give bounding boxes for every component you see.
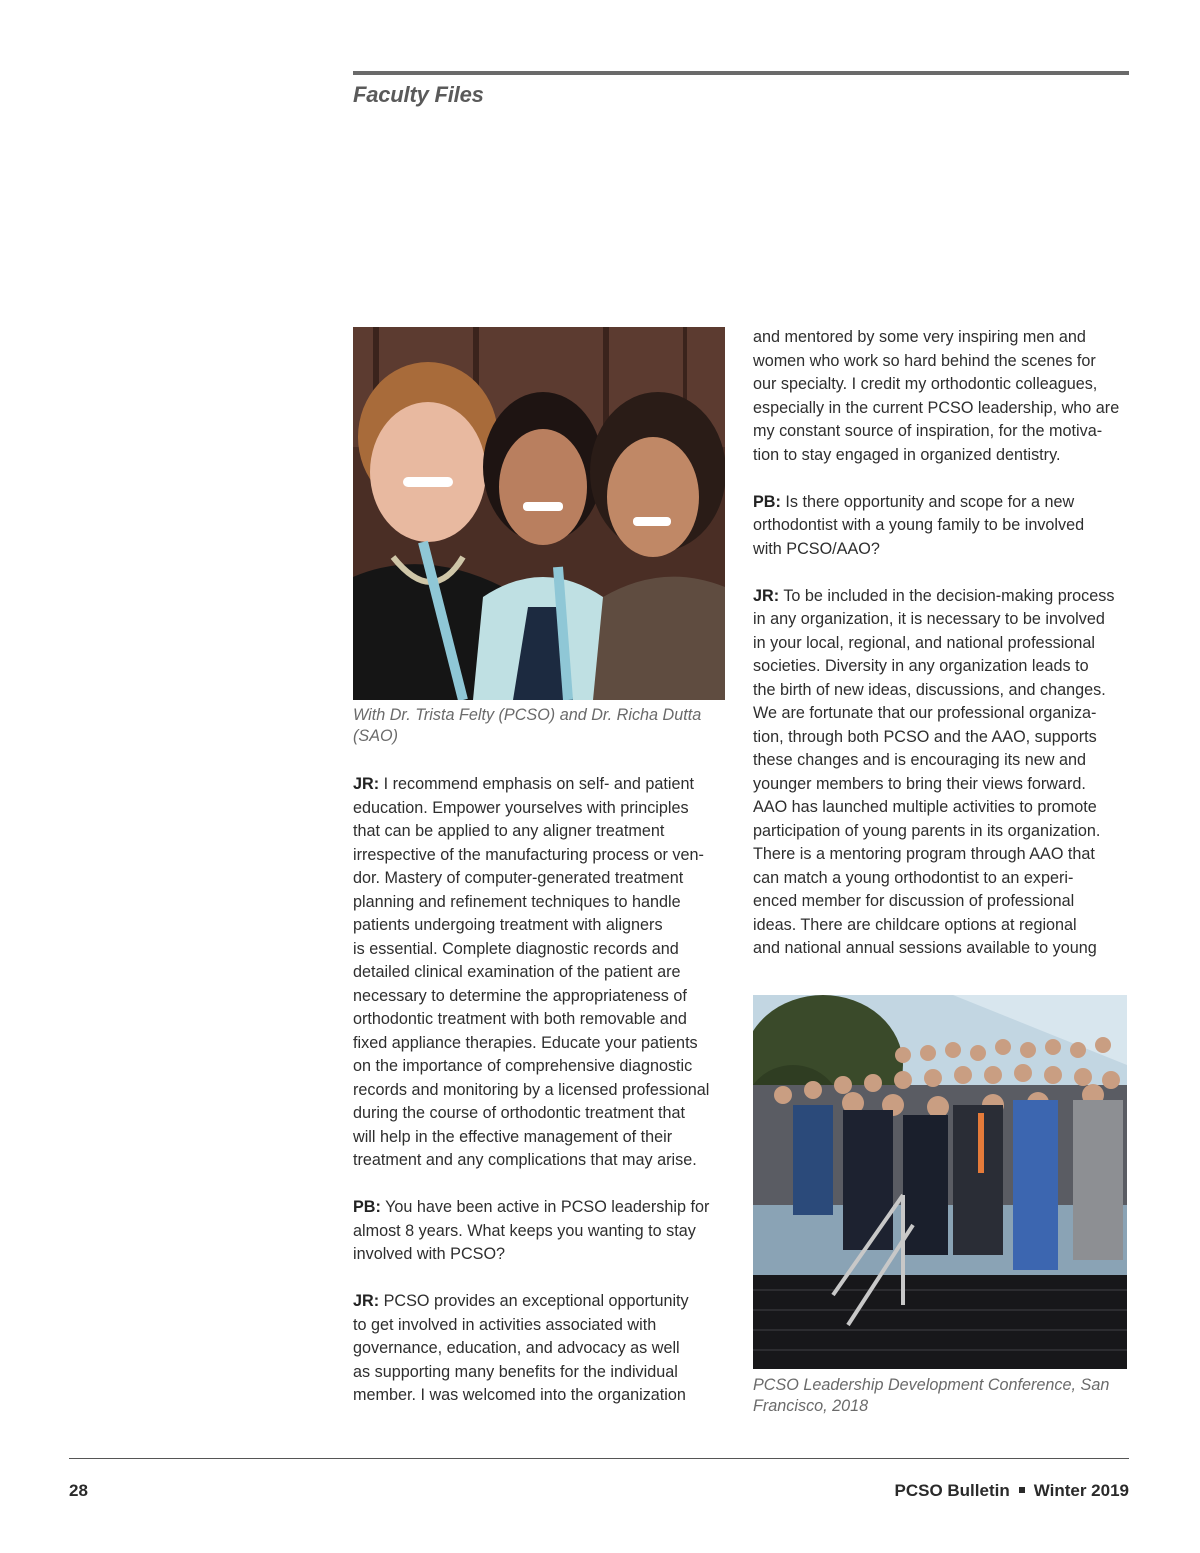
text-line: governance, education, and advocacy as well (353, 1339, 680, 1357)
text-line: records and monitoring by a licensed professional (353, 1080, 710, 1099)
photo-caption: With Dr. Trista Felty (PCSO) and Dr. Richa Dutta (SAO) (353, 706, 702, 745)
text-line: these changes and is encouraging its new and (753, 751, 1086, 769)
text-line: To be included in the decision-making process (783, 586, 1115, 605)
article-column-left (353, 773, 729, 1431)
text-line: necessary to determine the appropriateness of (353, 986, 687, 1005)
publication-name: PCSO Bulletin (894, 1481, 1010, 1500)
text-line: PCSO provides an exceptional opportunity (383, 1292, 689, 1310)
square-separator-icon (1019, 1487, 1025, 1493)
publication-footer (894, 1481, 1129, 1501)
answer-paragraph (753, 585, 1129, 961)
text-line: with PCSO/AAO? (753, 539, 880, 558)
speaker-label: JR: (353, 1292, 380, 1310)
text-line: treatment and any complications that may arise. (353, 1151, 697, 1169)
footer-rule (69, 1458, 1129, 1459)
question-paragraph (353, 1196, 729, 1267)
text-line: my constant source of inspiration, for the motiva- (753, 422, 1103, 440)
text-line: We are fortunate that our professional organiza- (753, 704, 1097, 722)
text-line: member. I was welcomed into the organization (353, 1386, 686, 1404)
text-line: detailed clinical examination of the patient are (353, 963, 681, 981)
text-line: orthodontist with a young family to be involved (753, 516, 1085, 534)
speaker-label: PB: (353, 1198, 381, 1216)
answer-paragraph (353, 773, 729, 1173)
text-line: younger members to bring their views forward. (753, 774, 1086, 793)
text-line: AAO has launched multiple activities to promote (753, 798, 1097, 816)
text-line: can match a young orthodontist to an experi- (753, 868, 1074, 887)
text-line: planning and refinement techniques to handle (353, 892, 681, 911)
text-line: ideas. There are childcare options at regional (753, 915, 1077, 934)
text-line: You have been active in PCSO leadership for (385, 1198, 710, 1216)
text-line: and national annual sessions available to young (753, 939, 1097, 957)
photo-caption: PCSO Leadership Development Conference, San Francisco, 2018 (753, 1376, 1110, 1415)
speaker-label: JR: (353, 775, 380, 793)
answer-paragraph (353, 1290, 729, 1408)
text-line: societies. Diversity in any organization leads to (753, 657, 1089, 675)
section-title: Faculty Files (353, 82, 484, 107)
text-line: I recommend emphasis on self- and patient (383, 775, 695, 793)
text-line: education. Empower yourselves with principles (353, 798, 689, 817)
text-line: involved with PCSO? (353, 1245, 506, 1263)
text-line: on the importance of comprehensive diagnostic (353, 1057, 693, 1075)
text-line: irrespective of the manufacturing process or ven- (353, 845, 704, 864)
text-line: especially in the current PCSO leadership, who are (753, 398, 1120, 417)
text-line: almost 8 years. What keeps you wanting to stay (353, 1221, 696, 1240)
text-line: in any organization, it is necessary to be involved (753, 610, 1105, 628)
page-number: 28 (69, 1481, 88, 1500)
text-line: patients undergoing treatment with aligners (353, 916, 663, 934)
text-line: dor. Mastery of computer-generated treatment (353, 869, 684, 887)
text-line: orthodontic treatment with both removable and (353, 1010, 687, 1028)
text-line: will help in the effective management of their (353, 1127, 673, 1146)
text-line: to get involved in activities associated with (353, 1315, 657, 1334)
speaker-label: PB: (753, 492, 781, 511)
header-rule (353, 71, 1129, 75)
text-line: as supporting many benefits for the individual (353, 1362, 678, 1381)
text-line: that can be applied to any aligner treatment (353, 822, 665, 840)
text-line: participation of young parents in its organization. (753, 821, 1101, 840)
article-column-right (753, 326, 1129, 984)
text-line: Is there opportunity and scope for a new (785, 492, 1075, 511)
photo-conference-group (753, 995, 1127, 1369)
text-line: in your local, regional, and national professional (753, 633, 1095, 652)
text-line: the birth of new ideas, discussions, and changes. (753, 680, 1106, 699)
photo-three-doctors (353, 327, 725, 700)
question-paragraph (753, 491, 1129, 562)
text-line: There is a mentoring program through AAO that (753, 845, 1095, 863)
text-line: enced member for discussion of professional (753, 892, 1075, 910)
text-line: fixed appliance therapies. Educate your patients (353, 1033, 698, 1052)
speaker-label: JR: (753, 586, 780, 605)
text-line: our specialty. I credit my orthodontic colleagues, (753, 375, 1098, 393)
text-line: during the course of orthodontic treatment that (353, 1104, 686, 1122)
text-line: women who work so hard behind the scenes for (753, 351, 1096, 370)
issue-date: Winter 2019 (1033, 1481, 1129, 1500)
text-line: is essential. Complete diagnostic records and (353, 939, 679, 958)
answer-continuation-paragraph (753, 326, 1129, 467)
text-line: and mentored by some very inspiring men and (753, 328, 1086, 346)
text-line: tion to stay engaged in organized dentistry. (753, 445, 1061, 464)
text-line: tion, through both PCSO and the AAO, supports (753, 727, 1097, 746)
